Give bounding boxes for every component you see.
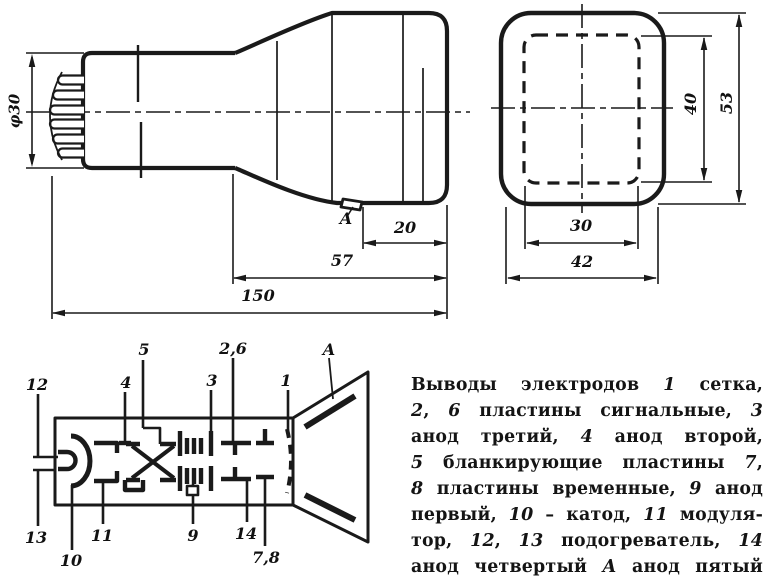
dim-label-diameter: φ30 (5, 93, 24, 129)
pin-label-4: 4 (120, 373, 132, 392)
screen-boundary-dashed (287, 429, 291, 493)
description-line: тор, 12, 13 подогреватель, 14 (411, 531, 763, 551)
pin-label-11: 11 (90, 526, 114, 545)
arrowheads (507, 14, 742, 281)
side-dimension-lines (26, 53, 447, 319)
modulator (94, 443, 117, 481)
dim-label-150: 150 (241, 286, 275, 305)
pin-label-14: 14 (234, 524, 258, 543)
first-anode-box (187, 486, 198, 495)
anode-label-leader (329, 358, 333, 399)
dim-label-42: 42 (570, 252, 594, 271)
crossed-plates (132, 446, 174, 478)
anode-tab-label: A (339, 209, 353, 228)
dim-label-57: 57 (330, 251, 354, 270)
description-line: 2, 6 пластины сигнальные, 3 (411, 401, 763, 421)
anode-label-a: A (322, 340, 336, 359)
electrode-structure-drawing (33, 358, 368, 550)
dim-label-53: 53 (717, 91, 736, 115)
pin-tip-profile (50, 72, 62, 160)
pin-label-9: 9 (187, 526, 199, 545)
electrodes (58, 429, 274, 491)
heater (58, 452, 76, 469)
electrode-legend-text (411, 372, 763, 580)
dim-label-40: 40 (681, 92, 700, 116)
plate-top (221, 443, 251, 455)
description-line: анод третий, 4 анод второй, (411, 427, 763, 447)
tube-funnel (293, 372, 368, 542)
pin-label-1: 1 (280, 371, 292, 390)
pin-label-13: 13 (24, 528, 48, 547)
pin-label-10: 10 (59, 551, 83, 570)
pin-label-7-8: 7,8 (252, 548, 280, 567)
description-line: анод четвертый А анод пятый (411, 557, 763, 577)
side-view-drawing (26, 13, 470, 319)
description-line: 8 пластины временные, 9 анод (411, 479, 763, 499)
grid-bars-top (180, 431, 211, 456)
plate-bottom (221, 467, 251, 479)
pin-label-12: 12 (25, 375, 49, 394)
arrowheads (29, 54, 447, 316)
dim-label-20: 20 (393, 218, 417, 237)
description-line: Выводы электродов 1 сетка, (411, 375, 763, 395)
pin-label-3: 3 (206, 371, 218, 390)
anode-coating (305, 396, 355, 427)
description-line: 5 бланкирующие пластины 7, (411, 453, 763, 473)
pin-label-2-6: 2,6 (219, 339, 247, 358)
description-line: первый, 10 – катод, 11 модуля- (411, 505, 763, 525)
dim-label-30: 30 (569, 216, 593, 235)
pin-label-5: 5 (138, 340, 150, 359)
front-view-drawing (491, 4, 746, 284)
